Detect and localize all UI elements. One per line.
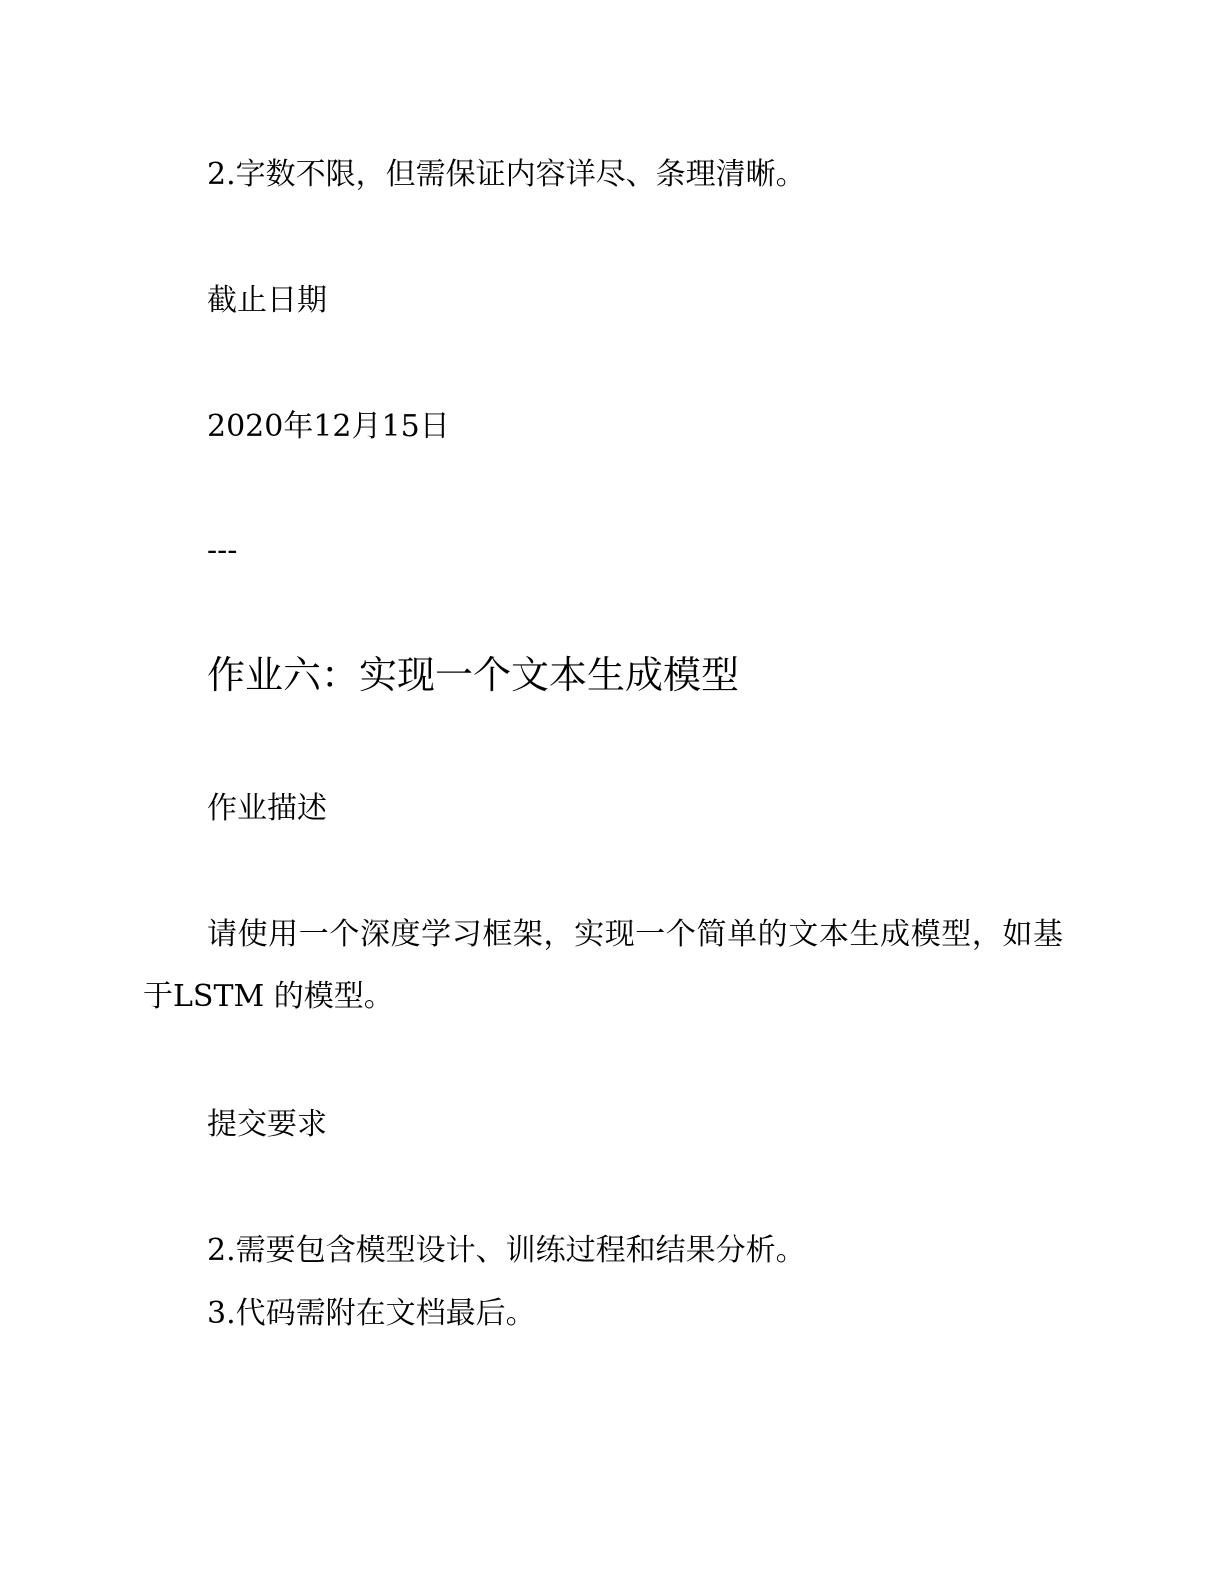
requirement-item: 3.代码需附在文档最后。 <box>207 1296 536 1331</box>
assignment-title: 作业六：实现一个文本生成模型 <box>207 653 740 697</box>
description-paragraph: 请使用一个深度学习框架，实现一个简单的文本生成模型，如基于LSTM 的模型。 <box>143 917 1063 1014</box>
section-separator: --- <box>207 533 238 568</box>
submission-heading: 提交要求 <box>207 1107 327 1142</box>
requirement-item: 2.需要包含模型设计、训练过程和结果分析。 <box>207 1233 806 1268</box>
deadline-label: 截止日期 <box>207 283 327 318</box>
requirement-item-2: 2.字数不限，但需保证内容详尽、条理清晰。 <box>207 157 806 192</box>
deadline-date: 2020年12月15日 <box>207 409 450 444</box>
description-heading: 作业描述 <box>207 791 327 826</box>
